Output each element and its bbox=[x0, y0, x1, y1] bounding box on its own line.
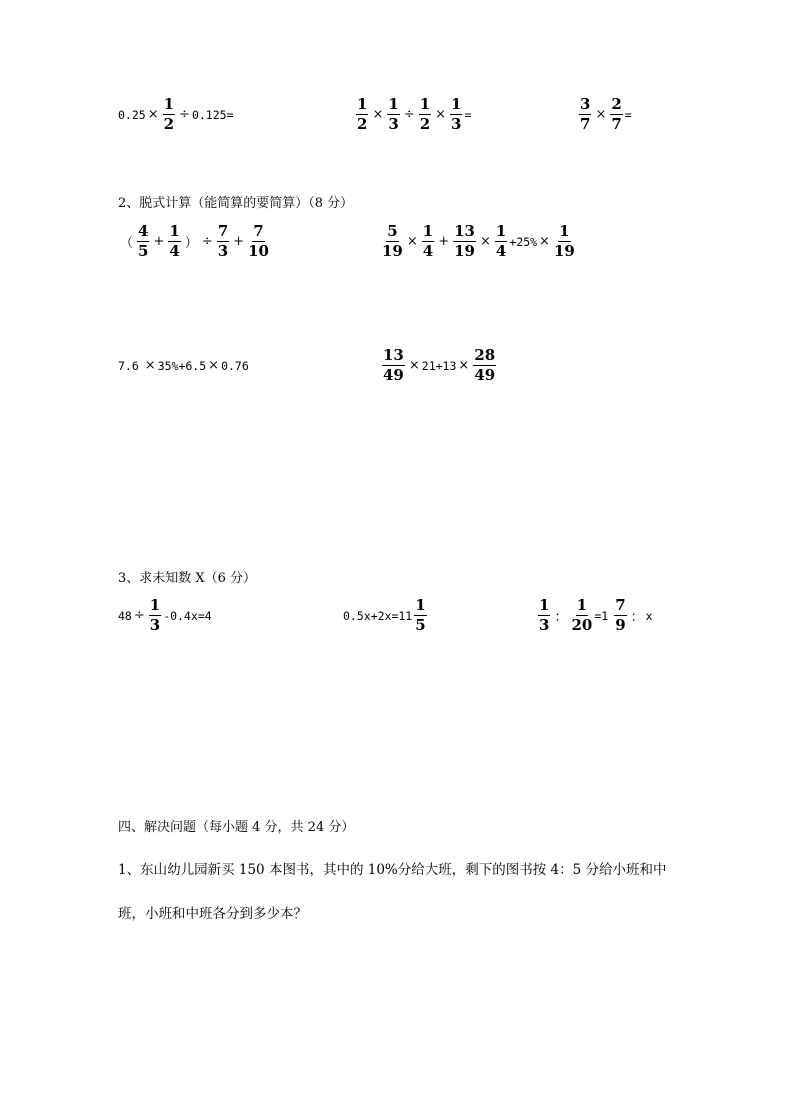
fraction bbox=[248, 224, 269, 259]
unknown-x: x bbox=[645, 608, 653, 623]
denominator: 4 bbox=[495, 242, 507, 260]
denominator: 19 bbox=[454, 242, 475, 260]
fraction bbox=[554, 224, 575, 259]
denominator: 5 bbox=[415, 616, 426, 634]
number: 21+13 bbox=[421, 358, 457, 373]
denominator: 4 bbox=[169, 242, 180, 260]
expr-row1-1 bbox=[118, 97, 234, 132]
expr-row1-2 bbox=[354, 97, 471, 132]
numerator: 1 bbox=[495, 222, 507, 240]
numerator: 13 bbox=[383, 346, 404, 364]
fraction bbox=[356, 97, 368, 132]
fraction bbox=[387, 97, 399, 132]
fraction bbox=[571, 598, 592, 633]
times-sign: × bbox=[406, 234, 418, 249]
equation-1 bbox=[118, 598, 212, 633]
numerator: 4 bbox=[138, 222, 149, 240]
problem-1-line-2: 班，小班和中班各分到多少本？ bbox=[118, 906, 307, 922]
denominator: 3 bbox=[451, 115, 462, 133]
problem-1-line-1: 1、东山幼儿园新买 150 本图书，其中的 10%分给大班，剩下的图书按 4：5 分给小班和中 bbox=[118, 862, 667, 878]
number: 0.76 bbox=[221, 358, 249, 373]
percent-term: +25% bbox=[509, 234, 538, 249]
times-sign: × bbox=[372, 107, 384, 122]
expr-sec2-4 bbox=[380, 348, 498, 383]
times-sign: × bbox=[480, 234, 491, 249]
divide-sign: ÷ bbox=[179, 107, 190, 122]
number: 7.6 bbox=[118, 358, 139, 373]
numerator: 3 bbox=[580, 95, 591, 113]
fraction bbox=[382, 348, 405, 383]
expression: -0.4x=4 bbox=[163, 608, 212, 623]
plus-sign: + bbox=[153, 234, 165, 249]
plus-sign: + bbox=[438, 234, 450, 249]
numerator: 1 bbox=[388, 95, 399, 113]
denominator: 5 bbox=[138, 242, 149, 260]
expression: =1 bbox=[594, 608, 609, 623]
numerator: 5 bbox=[387, 222, 398, 240]
fraction bbox=[163, 97, 175, 132]
times-sign: × bbox=[539, 234, 550, 249]
times-sign: × bbox=[144, 358, 156, 373]
denominator: 20 bbox=[571, 616, 593, 634]
fraction bbox=[382, 224, 403, 259]
numerator: 1 bbox=[163, 95, 175, 113]
times-sign: × bbox=[595, 107, 607, 122]
number: 35%+6.5 bbox=[157, 358, 207, 373]
fraction bbox=[414, 598, 426, 633]
expr-sec2-3 bbox=[118, 358, 249, 373]
fraction bbox=[422, 224, 434, 259]
left-paren: （ bbox=[120, 236, 134, 251]
numerator: 1 bbox=[576, 596, 588, 614]
equals-sign: = bbox=[624, 107, 632, 122]
section-4-title: 四、解决问题（每小题 4 分，共 24 分） bbox=[118, 820, 355, 835]
number: 0.125= bbox=[191, 107, 234, 122]
denominator: 2 bbox=[357, 115, 368, 133]
denominator: 19 bbox=[382, 242, 403, 260]
denominator: 9 bbox=[615, 616, 626, 634]
numerator: 2 bbox=[611, 95, 622, 113]
fraction bbox=[610, 97, 622, 132]
fraction bbox=[149, 598, 161, 633]
numerator: 7 bbox=[253, 222, 264, 240]
denominator: 2 bbox=[163, 115, 175, 133]
fraction bbox=[168, 224, 180, 259]
ratio-colon: ： bbox=[554, 610, 568, 625]
fraction bbox=[614, 598, 626, 633]
denominator: 4 bbox=[422, 242, 434, 260]
number: 48 bbox=[118, 608, 132, 623]
denominator: 3 bbox=[539, 616, 550, 634]
divide-sign: ÷ bbox=[403, 107, 415, 122]
plus-sign: + bbox=[233, 234, 245, 249]
numerator: 1 bbox=[422, 222, 434, 240]
expr-sec2-1 bbox=[118, 224, 271, 259]
fraction bbox=[453, 224, 476, 259]
expression: 0.5x+2x=11 bbox=[343, 608, 413, 623]
ratio-colon: ： bbox=[630, 610, 644, 625]
numerator: 7 bbox=[217, 222, 229, 240]
numerator: 13 bbox=[454, 222, 475, 240]
denominator: 2 bbox=[419, 115, 431, 133]
numerator: 28 bbox=[474, 346, 496, 364]
denominator: 49 bbox=[383, 366, 404, 384]
numerator: 1 bbox=[539, 596, 550, 614]
numerator: 1 bbox=[357, 95, 368, 113]
denominator: 3 bbox=[217, 242, 229, 260]
fraction bbox=[419, 97, 431, 132]
numerator: 7 bbox=[615, 596, 626, 614]
numerator: 1 bbox=[169, 222, 180, 240]
denominator: 7 bbox=[580, 115, 591, 133]
section-3-title: 3、求未知数 X（6 分） bbox=[118, 571, 257, 586]
numerator: 1 bbox=[451, 95, 462, 113]
section-2-title: 2、脱式计算（能简算的要简算）（8 分） bbox=[118, 196, 354, 211]
fraction bbox=[473, 348, 496, 383]
times-sign: × bbox=[435, 107, 447, 122]
number: 0.25 bbox=[118, 107, 146, 122]
fraction bbox=[137, 224, 149, 259]
times-sign: × bbox=[458, 358, 470, 373]
fraction bbox=[579, 97, 591, 132]
divide-sign: ÷ bbox=[133, 608, 145, 623]
expr-sec2-2 bbox=[380, 224, 577, 259]
fraction bbox=[217, 224, 229, 259]
denominator: 19 bbox=[553, 242, 575, 260]
denominator: 49 bbox=[474, 366, 496, 384]
divide-sign: ÷ bbox=[201, 234, 213, 249]
right-paren: ） bbox=[184, 236, 198, 251]
times-sign: × bbox=[208, 358, 220, 373]
denominator: 3 bbox=[149, 616, 161, 634]
fraction bbox=[450, 97, 462, 132]
numerator: 1 bbox=[415, 596, 426, 614]
fraction bbox=[538, 598, 550, 633]
equation-3 bbox=[536, 598, 653, 633]
denominator: 7 bbox=[611, 115, 622, 133]
times-sign: × bbox=[408, 358, 420, 373]
denominator: 10 bbox=[248, 242, 269, 260]
equation-2 bbox=[343, 598, 429, 633]
numerator: 1 bbox=[419, 95, 431, 113]
times-sign: × bbox=[147, 107, 159, 122]
equals-sign: = bbox=[464, 107, 472, 122]
numerator: 1 bbox=[149, 596, 161, 614]
numerator: 1 bbox=[559, 222, 570, 240]
expr-row1-3 bbox=[577, 97, 632, 132]
fraction bbox=[495, 224, 507, 259]
denominator: 3 bbox=[388, 115, 399, 133]
